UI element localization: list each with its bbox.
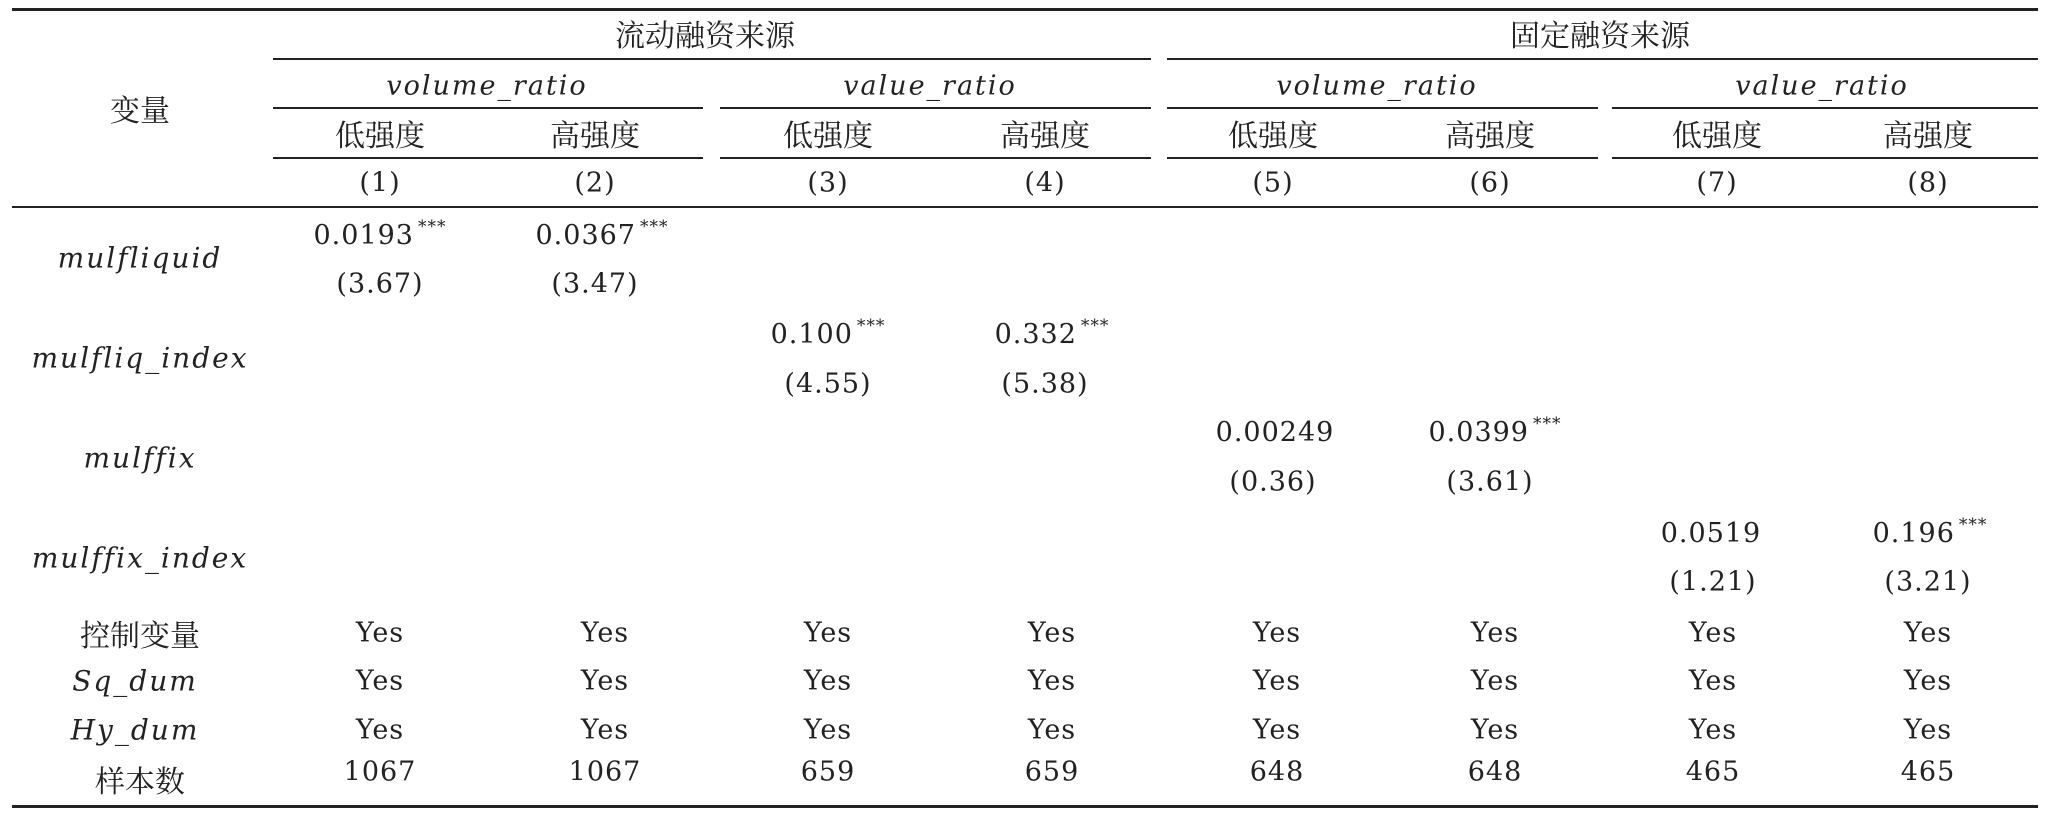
intensity-header: 高强度 (1445, 119, 1535, 154)
sub-rule-3 (1167, 107, 1598, 109)
control-cell: Yes (355, 617, 405, 649)
coef-cell (1216, 414, 1339, 448)
column-number: (8) (1907, 167, 1949, 199)
control-cell: Yes (355, 714, 405, 746)
intensity-header: 高强度 (1000, 119, 1090, 154)
row-label-mulffix: mulffix (83, 441, 197, 475)
t-stat-cell: (0.36) (1229, 466, 1317, 498)
row-label-controls: 控制变量 (80, 619, 200, 654)
sample-size-cell: 659 (1024, 756, 1080, 788)
control-cell: Yes (1688, 665, 1738, 697)
coef-cell (995, 316, 1110, 350)
control-cell: Yes (1252, 714, 1302, 746)
column-number: (7) (1696, 167, 1738, 199)
t-stat-cell: (3.47) (551, 268, 639, 300)
control-cell: Yes (1688, 714, 1738, 746)
control-cell: Yes (803, 617, 853, 649)
t-stat-cell: (3.21) (1884, 566, 1972, 598)
coef-cell (771, 316, 886, 350)
intensity-header: 高强度 (550, 119, 640, 154)
t-stat-cell: (4.55) (784, 368, 872, 400)
row-label-mulffix-index: mulffix_index (31, 541, 249, 575)
coef-cell (314, 217, 447, 251)
coef-value: 0.332 (994, 319, 1077, 350)
group-rule-fixed (1167, 58, 2038, 60)
coef-value: 0.196 (1872, 518, 1955, 549)
coef-value: 0.0399 (1428, 417, 1529, 448)
sample-size-cell: 648 (1249, 756, 1305, 788)
significance-stars: *** (1532, 414, 1562, 434)
coef-cell (1661, 515, 1765, 549)
variable-header: 变量 (110, 94, 170, 129)
significance-stars: *** (417, 217, 447, 237)
intensity-header: 低强度 (1228, 119, 1318, 154)
control-cell: Yes (580, 665, 630, 697)
coef-value: 0.0193 (313, 220, 414, 251)
control-cell: Yes (1252, 617, 1302, 649)
control-cell: Yes (1903, 617, 1953, 649)
sub-rule-4 (1612, 107, 2038, 109)
t-stat-cell: (1.21) (1669, 566, 1757, 598)
intensity-rule-4 (1612, 157, 2038, 159)
significance-stars: *** (856, 316, 886, 336)
control-cell: Yes (1903, 714, 1953, 746)
coef-cell (1429, 414, 1562, 448)
column-number: (2) (574, 167, 616, 199)
control-cell: Yes (803, 665, 853, 697)
row-label-sample-size: 样本数 (95, 765, 185, 800)
control-cell: Yes (803, 714, 853, 746)
coef-value: 0.0367 (535, 220, 636, 251)
significance-stars: *** (1958, 515, 1988, 535)
column-number: (5) (1252, 167, 1294, 199)
header-bottom-rule (12, 206, 2038, 208)
control-cell: Yes (1027, 665, 1077, 697)
intensity-rule-3 (1167, 157, 1598, 159)
coef-cell (1873, 515, 1988, 549)
t-stat-cell: (3.61) (1446, 466, 1534, 498)
group-header-liquid: 流动融资来源 (615, 19, 795, 54)
control-cell: Yes (355, 665, 405, 697)
sub-header: volume_ratio (1276, 70, 1478, 102)
sub-rule-1 (273, 107, 703, 109)
sample-size-cell: 659 (800, 756, 856, 788)
row-label-sq-dum: Sq_dum (72, 664, 198, 698)
coef-cell (536, 217, 669, 251)
sample-size-cell: 465 (1900, 756, 1956, 788)
significance-stars: *** (1080, 316, 1110, 336)
group-header-fixed: 固定融资来源 (1510, 19, 1690, 54)
intensity-header: 低强度 (783, 119, 873, 154)
control-cell: Yes (1688, 617, 1738, 649)
row-label-mulfliquid: mulfliquid (57, 241, 223, 275)
sub-header: value_ratio (1735, 70, 1909, 102)
column-number: (4) (1024, 167, 1066, 199)
top-rule (12, 8, 2038, 11)
sub-header: volume_ratio (386, 70, 588, 102)
column-number: (6) (1469, 167, 1511, 199)
control-cell: Yes (1027, 617, 1077, 649)
row-label-hy-dum: Hy_dum (70, 713, 200, 747)
control-cell: Yes (580, 617, 630, 649)
sample-size-cell: 1067 (568, 756, 642, 788)
significance-stars: *** (639, 217, 669, 237)
row-label-mulfliq-index: mulfliq_index (31, 341, 249, 375)
sample-size-cell: 1067 (343, 756, 417, 788)
intensity-rule-2 (720, 157, 1151, 159)
coef-value: 0.100 (770, 319, 853, 350)
coef-value: 0.00249 (1215, 417, 1335, 448)
intensity-header: 高强度 (1883, 119, 1973, 154)
control-cell: Yes (1252, 665, 1302, 697)
sub-rule-2 (720, 107, 1151, 109)
intensity-rule-1 (273, 157, 703, 159)
sample-size-cell: 465 (1685, 756, 1741, 788)
bottom-rule (12, 805, 2038, 808)
group-rule-liquid (273, 58, 1151, 60)
control-cell: Yes (1470, 665, 1520, 697)
intensity-header: 低强度 (1672, 119, 1762, 154)
column-number: (3) (807, 167, 849, 199)
sub-header: value_ratio (843, 70, 1017, 102)
control-cell: Yes (1470, 617, 1520, 649)
coef-value: 0.0519 (1660, 518, 1762, 549)
t-stat-cell: (3.67) (336, 268, 424, 300)
control-cell: Yes (1470, 714, 1520, 746)
t-stat-cell: (5.38) (1001, 368, 1089, 400)
sample-size-cell: 648 (1467, 756, 1523, 788)
control-cell: Yes (1903, 665, 1953, 697)
column-number: (1) (359, 167, 401, 199)
control-cell: Yes (1027, 714, 1077, 746)
control-cell: Yes (580, 714, 630, 746)
intensity-header: 低强度 (335, 119, 425, 154)
